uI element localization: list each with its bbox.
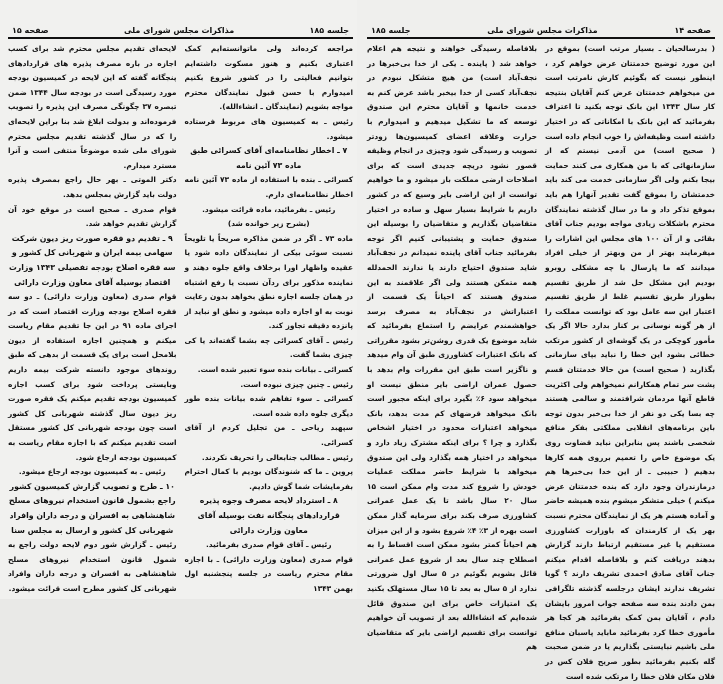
session-label: جلسه ۱۸۵ (309, 26, 349, 35)
page-number: صفحه ۱۵ (12, 26, 49, 35)
section-heading: ۱۰ ـ طرح و تصویب گزارش کمیسیون کشور راجع بشمول قانون استخدام نیروهای مسلح شاهنشاهی به افسران و درجه داران وافراد شهربانی کل کشور و ارسال به مجلس سنا (8, 481, 176, 535)
right-page-left-column (367, 42, 537, 684)
paragraph: ( بدرسالحیان ـ بسیار مرتب است) بموقع در این مورد توضیح خدمتتان عرض خواهم کرد ، اینطور نیست که بگوئیم کارش نامرتب است من میخواهم خدمتتان عرض کنم آقایان بنتیجه کار سال ۱۳۴۳ این بانک توجه بکنید تا اعتراف بفرمائید که این بانک با امکاناتی که در اختیار داشته است وظیفه‌اش را خوب انجام داده است ( صحیح است) من آدمی نیستم که از سازمانهائی که با من همکاری می کنند حمایت بیجا بکنم ولی اگر سازمانی خدمت می کند باید خدمتشان را بموقع گفت تقدیر آنهارا هم باید بموقع تذکر داد و ما در سال گذشته نمایندگان محترم باشکلات زیادی مواجه بودیم جناب آقای بقائی و از آن ۱۰۰ های مجلس این اشارات را میفرمایند بهتر از من وبهتر از خیلی افراد میدانند که ما پارسال با چه مشکلی روبرو بودیم این مشکل حل شد از طریق تقسیم بطوراز طریق تقسیم غلط از طریق تقسیم اعتبار این سه عامل بود که توانست مملکت را از هر گونه نوسانی بر کنار بدارد حالا اگر یک مأمور کوچکی در یک گوشه‌ای از کشور مرتکب خطائی بشود این خطا را نباید بپای سازمانی بگذارید ( صحیح است) من حالا خدمتتان قسم پشت سر تمام همکارانم نمیخواهم ولی اکثریت قاطع آنها مردمان شرافتمند و سالمی هستند چه بسا یکی دو نفر از خدا بی‌خبر بدون توجه باین برنامه‌های انقلابی مملکتی بفکر منافع شخصی باشند پس بنابراین نباید قضاوت روی یک موضوع خاص را تعمیم برروی همه کارها بدهیم ( حبیبی ـ از این خدا بی‌خبر‌ها هم درمازندران وجود دارد که بنده خدمتتان عرض میکنم ) خیلی متشکر میشوم بنده همیشه حاضر و آماده هستم هر یک از نمایندگان محترم نسبت بهر یک از کارمندان که باوزارت کشاورزی مستقیم یا غیر مستقیم ارتباط دارند گزارش بدهند دریافت کنم و بلافاصله اقدام میکنم جناب آقای صادق احمدی تشریف دارند ؟ گویا تشریف ندارند ایشان درجلسه گذشته تلگرافی بمن دادند بنده سه صفحه جواب امروز بایشان دادم ، آقایان بمن کمک بفرمائید هر کجا هر مأموری خطا کرد بفرمائید ماباید پاسبان منافع ملی باشیم نبایستی بگذاریم یا در ضمن صحبت گله بکنیم بفرمائید بطور صریح فلان کس در فلان مکان فلان خطا را مرتکب شده است (545, 44, 715, 681)
left-page-right-column (185, 42, 354, 597)
paragraph: رئیس ـ گزارش شور دوم لایحه دولت راجع به شمول قانون استخدام نیروهای مسلح شاهنشاهی به افسران و درجه داران وافراد شهربانی کل کشور مطرح است قرائت میشود. (8, 540, 177, 593)
paragraph: کسرائی ـ سوء تفاهم شده بیانات بنده طور دیگری جلوه داده شده است. (184, 394, 353, 418)
left-page-header (8, 26, 353, 39)
section-heading: ۸ ـ استرداد لایحه مصرف وجوه پذیره قراردادهای پنجگانه نفت بوسیله آقای معاون وزارت دارائی (197, 496, 340, 535)
section-heading: ۹ ـ تقدیم دو فقره صورت ریز دیون شرکت سهامی بیمه ایران و شهربانی کل کشور و سه فقره اصلاح بودجه تفصیلی ۱۳۴۳ وزارت اقتصاد بوسیله آقای معاون وزارت دارائی (8, 233, 176, 287)
paragraph: ماده ۷۳ ـ اگر در ضمن مذاکره صریحاً یا تلویحاً نسبت سوئی بیکی از نمایندگان داده شود یا عقیده واظهار اورا برخلاف واقع جلوه دهند و نماینده مذکور برای ردآن نسبت یا رفع اشتباه در همان جلسه اجازه نطق بخواهد بدون رعایت نوبت به او اجازه داده میشود و نطق او نباید از پانزده دقیقه تجاوز کند. (184, 233, 353, 331)
paragraph: رئیس ـ آقای کسرائی چه بشما گفته‌اند یا کی چیزی بشما گفت. (184, 335, 353, 360)
publication-title: مذاکرات مجلس شورای ملی (123, 26, 235, 35)
paragraph: رئیس ـ به کمیسیون های مربوط فرستاده میشود. (184, 116, 353, 141)
left-page (0, 0, 357, 599)
paragraph: لایحه‌ای تقدیم مجلس محترم شد برای کسب اجازه در باره مصرف پذیره های قراردادهای پنجگانه گفته که این لایحه در کمیسیون بودجه مورد رسیدگی است در بودجه سال ۱۳۴۴ ضمن تبصره ۳۷ چگونگی مصرف این پذیره را تصویب فرموده‌اند و بدولت ابلاغ شد بنا براین لایحه‌ای را که در سال گذشته تقدیم مجلس محترم شورای ملی شده موضوعاً منتفی است و آنرا مسترد میدارم. (8, 44, 177, 170)
paragraph: رئیس ـ بفرمائید، ماده قرائت میشود. (202, 204, 336, 214)
paragraph: بلافاصله رسیدگی خواهند و نتیجه هم اعلام خواهد شد ( پاینده ـ یکی از خدا بی‌خبرها در نجف‌آباد است) من هیچ متشکل نبودم در نجف‌آباد کسی از خدا بیخبر باشد عرض کنم به خدمت خانمها و آقایان محترم این صندوق توسعه که ما تشکیل میدهیم و امیدوارم با حرارت وعلاقه اعضای کمیسیون‌ها زودتر تصویب و رسیدگی شود وچیزی در انجام وظیفه قصور نشود دریچه جدیدی است که برای اصلاحات ارضی مملکت باز میشود و ما خواهیم توانست از این اراضی بایر وسیع که در کشور داریم با شرایط بسیار سهل و ساده در اختیار متقاضیان بگذاریم و متقاضیان را بوسیله این صندوق حمایت و پشتیبانی کنیم اگر توجه بفرمائید جناب آقای پاینده نمیدانم در نجف‌آباد شاید صندوق احتیاج دارند یا ندارند الحمدلله همه متمکن هستند ولی اگر علاقمند به این صندوق هستند که احیاناً یک قسمت از اعتباراتش در نجف‌آباد به مصرف برسد خواهشمندم عرایضم را استماع بفرمائید که شاید موضوع یک قدری روشن‌تر بشود مقرراتی که بانک اعتبارات کشاورزی طبق آن وام میدهد و ناگزیر است طبق این مقررات وام بدهد با حصول عمران اراضی بایر منطق نیست او میخواهد سود ۶٪ بگیرد برای اینکه مجبور است بانک میخواهد قرضهای کم مدت بدهد، بانک میخواهد اعتبارات محدود در اختیار اشخاص بگذارد و چرا ؟ برای اینکه مشترک زیاد دارد و میخواهد در اختیار همه بگذارد ولی این صندوق میخواهد با شرایط حاضر مملکت عملیات خودش را شروع کند مدت وام ممکن است ۱۵ سال ۲۰ سال باشد تا یک عمل عمرانی کشاورزی صرف بکند برای سرمایه گذار ممکن است بهره از ۳٪ ۴٪ شروع بشود و از این میزان هم احیاناً کمتر بشود ممکن است اقساط را به اصطلاح چند سال بعد از شروع عمل عمرانی قائل بشویم بگوئیم در ۵ سال اول ضرورتی ندارد از ۵ سال به بعد تا ۱۵ سال مستهلک بکنید یک امتیازات خاص برای این صندوق قائل شده‌ایم که انشاءالله بعد از تصویب آن خواهیم توانست برای تقسیم اراضی بایر که متقاضیان هم (367, 44, 537, 652)
paragraph: رئیس ـ چنین چیزی نبوده است. (240, 379, 353, 389)
right-page-right-column (545, 42, 715, 684)
paragraph: رئیس ـ به کمیسیون بودجه ارجاع میشود. (18, 467, 166, 477)
paragraph: رئیس ـ مطالب جنابعالی را تحریف نکردند. (201, 452, 353, 462)
section-heading: ۷ ـ اخطار نظامنامه‌ای آقای کسرائی طبق ماده ۷۳ آئین نامه (190, 146, 348, 170)
session-label: جلسه ۱۸۵ (371, 26, 411, 35)
paragraph: (بشرح زیر خوانده شد) (227, 219, 310, 229)
paragraph: کسرائی ـ بیانات بنده سوء تعبیر شده است. (197, 365, 353, 375)
paragraph: مراجعه کرده‌اند ولی ماتوانسته‌ایم کمک اعتباری بکنیم و هنوز مسکوت داشته‌ایم بتوانیم فعالیتی را در کشور شروع بکنیم امیدوارم با حسن قبول نمایندگان محترم مواجه بشویم (نمایندگان ـ انشاءالله). (184, 44, 353, 112)
paragraph: پروین ـ ما که شنوندگان بودیم با کمال احترام بفرمایشات شما گوش دادیم. (184, 467, 353, 491)
publication-title: مذاکرات مجلس شورای ملی (487, 26, 598, 35)
right-page (357, 0, 723, 681)
right-page-columns (367, 42, 715, 684)
paragraph: قوام صدری (معاون وزارت دارائی) ـ با اجازه مقام محترم ریاست در جلسه پنجشنبه اول بهمن ۱۳۴۳ (184, 554, 353, 593)
left-page-columns (8, 42, 353, 597)
paragraph: رئیس ـ آقای قوام صدری بفرمائید. (205, 540, 332, 550)
paragraph: قوام صدری ـ صحیح است در موقع خود آن گزارش تقدیم خواهد شد. (8, 204, 177, 229)
page-number: صفحه ۱۴ (674, 26, 711, 35)
right-page-header (367, 26, 715, 39)
paragraph: کسرائی ـ بنده با استفاده از ماده ۷۳ آئین نامه اخطار نظامنامه‌ای دارم. (184, 175, 353, 199)
paragraph: دکتر الموتی ـ بهر حال راجع بمصرف پذیره دولت باید گزارش بمجلس بدهد. (8, 175, 177, 199)
paragraph: قوام صدری (معاون وزارت دارائی) ـ دو سه فقره اصلاح بودجه وزارت اقتصاد است که در اجرای ماده ۹۱ در این جا تقدیم مقام ریاست میکنم و همچنین اجازه استفاده از دیون بلامحل است برای یک قسمت از بدهی که طبق روندهای موجود دانسته شرکت بیمه داریم وبایستی پرداخت شود برای کسب اجازه کمیسیون بودجه تقدیم میکنم یک فقره صورت ریز دیون سال گذشته شهربانی کل کشور است چون بودجه شهربانی کل کشور مستقل است تقدیم میکنم که با اجازه مقام ریاست به کمیسیون بودجه ارجاع شود. (8, 292, 177, 462)
left-page-left-column (8, 42, 177, 597)
paragraph: سپهبد ریاحی ـ من تجلیل کردم از آقای کسرائی. (184, 423, 353, 448)
